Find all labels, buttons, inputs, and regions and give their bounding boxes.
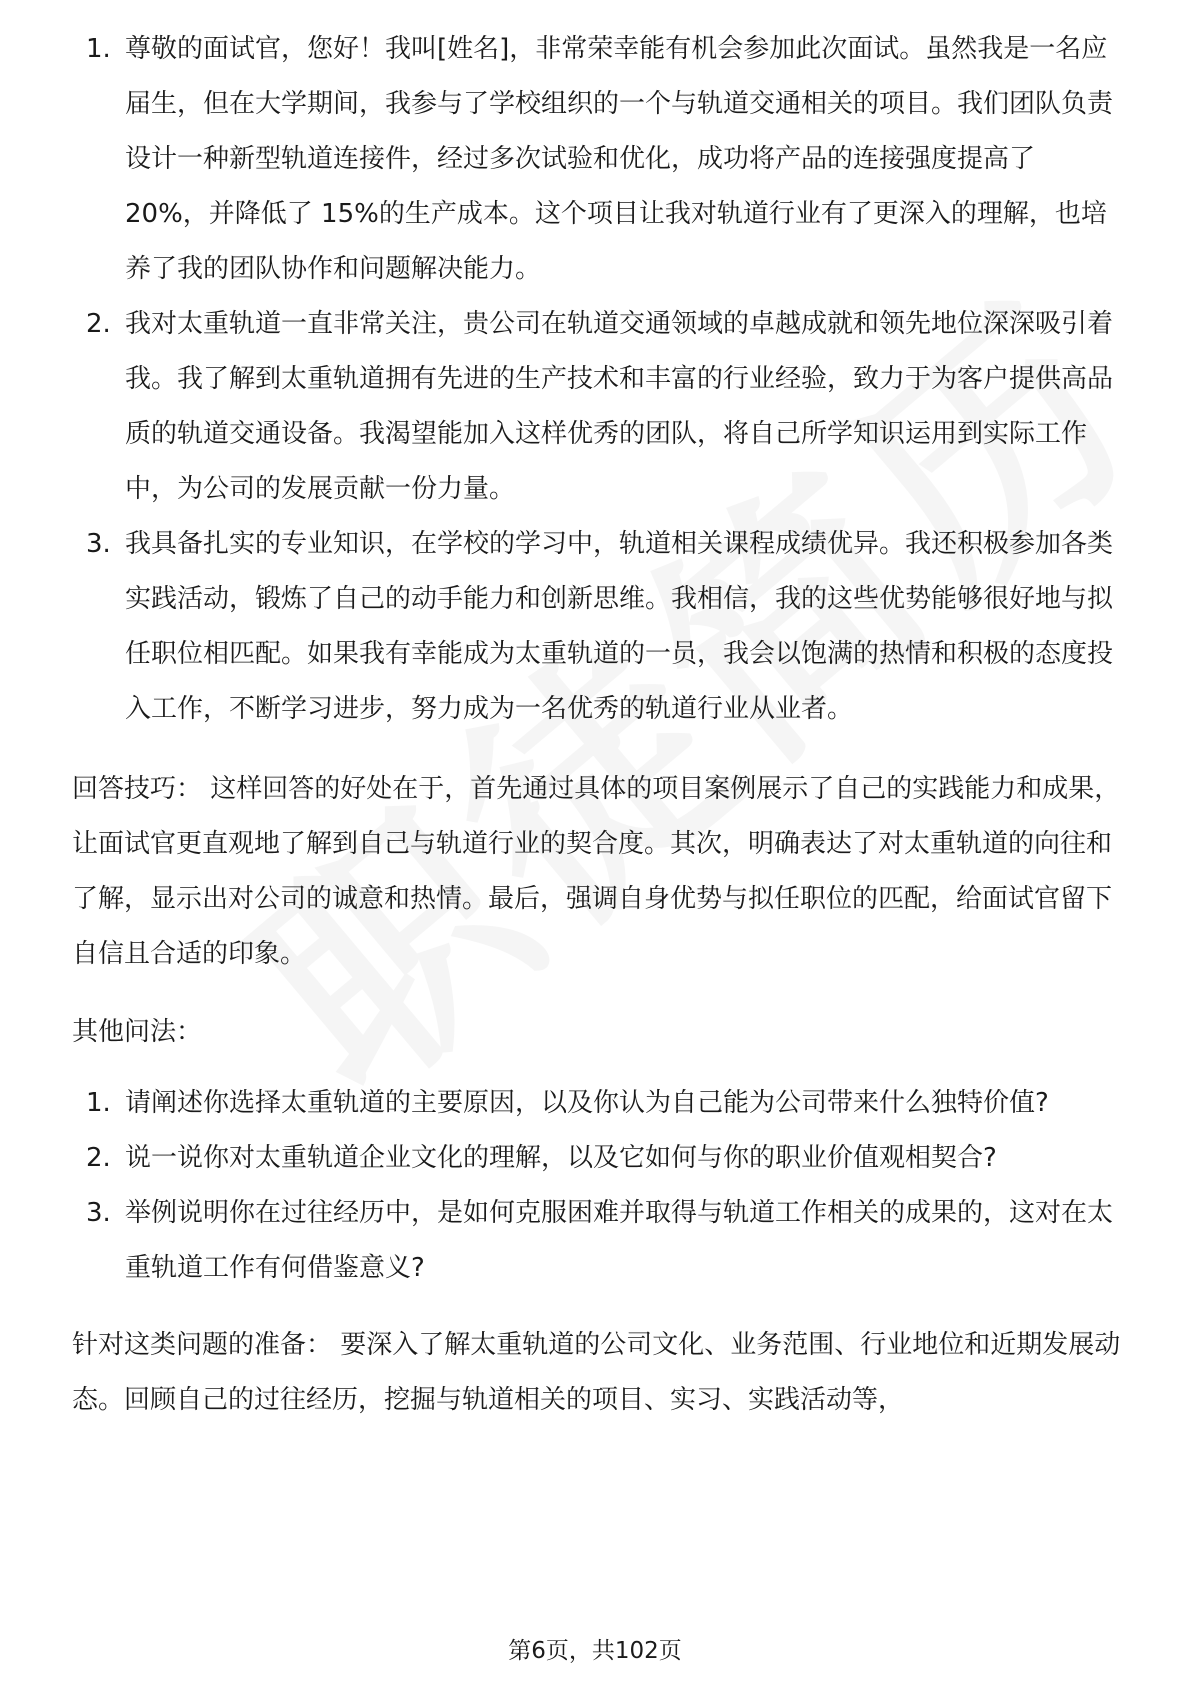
item-number: 2. bbox=[86, 309, 111, 339]
item-number: 2. bbox=[86, 1143, 111, 1173]
answer-item-1 bbox=[72, 22, 1122, 297]
item-text: 我对太重轨道一直非常关注，贵公司在轨道交通领域的卓越成就和领先地位深深吸引着我。我了解到太重轨道拥有先进的生产技术和丰富的行业经验，致力于为客户提供高品质的轨道交通设备。我渴望能加入这样优秀的团队，将自己所学知识运用到实际工作中，为公司的发展贡献一份力量。 bbox=[125, 309, 1114, 504]
page-content bbox=[72, 22, 1122, 1428]
other-question-2 bbox=[72, 1131, 1122, 1186]
other-questions-heading: 其他问法： bbox=[72, 1017, 203, 1047]
answer-item-2 bbox=[72, 297, 1122, 517]
item-text: 尊敬的面试官，您好！我叫[姓名]，非常荣幸能有机会参加此次面试。虽然我是一名应届生，但在大学期间，我参与了学校组织的一个与轨道交通相关的项目。我们团队负责设计一种新型轨道连接件，经过多次试验和优化，成功将产品的连接强度提高了 20%，并降低了 15%的生产成本。这个项目让我对轨道行业有了更深入的理解，也培养了我的团队协作和问题解决能力。 bbox=[125, 34, 1114, 284]
item-number: 3. bbox=[86, 1198, 111, 1228]
preparation-paragraph: 针对这类问题的准备： 要深入了解太重轨道的公司文化、业务范围、行业地位和近期发展动态。回顾自己的过往经历，挖掘与轨道相关的项目、实习、实践活动等， bbox=[72, 1330, 1121, 1415]
item-text: 举例说明你在过往经历中，是如何克服困难并取得与轨道工作相关的成果的，这对在太重轨道工作有何借鉴意义? bbox=[125, 1198, 1114, 1283]
item-text: 说一说你对太重轨道企业文化的理解，以及它如何与你的职业价值观相契合? bbox=[125, 1143, 997, 1173]
other-question-1 bbox=[72, 1076, 1122, 1131]
answer-tips-paragraph: 回答技巧： 这样回答的好处在于，首先通过具体的项目案例展示了自己的实践能力和成果，让面试官更直观地了解到自己与轨道行业的契合度。其次，明确表达了对太重轨道的向往和了解，显示出对公司的诚意和热情。最后，强调自身优势与拟任职位的匹配，给面试官留下自信且合适的印象。 bbox=[72, 774, 1121, 969]
other-question-3 bbox=[72, 1186, 1122, 1296]
page-footer: 第6页，共102页 bbox=[508, 1638, 682, 1664]
item-number: 3. bbox=[86, 529, 111, 559]
item-number: 1. bbox=[86, 34, 111, 64]
item-number: 1. bbox=[86, 1088, 111, 1118]
item-text: 请阐述你选择太重轨道的主要原因，以及你认为自己能为公司带来什么独特价值? bbox=[125, 1088, 1049, 1118]
answer-item-3 bbox=[72, 517, 1122, 737]
item-text: 我具备扎实的专业知识，在学校的学习中，轨道相关课程成绩优异。我还积极参加各类实践活动，锻炼了自己的动手能力和创新思维。我相信，我的这些优势能够很好地与拟任职位相匹配。如果我有幸能成为太重轨道的一员，我会以饱满的热情和积极的态度投入工作，不断学习进步，努力成为一名优秀的轨道行业从业者。 bbox=[125, 529, 1114, 724]
